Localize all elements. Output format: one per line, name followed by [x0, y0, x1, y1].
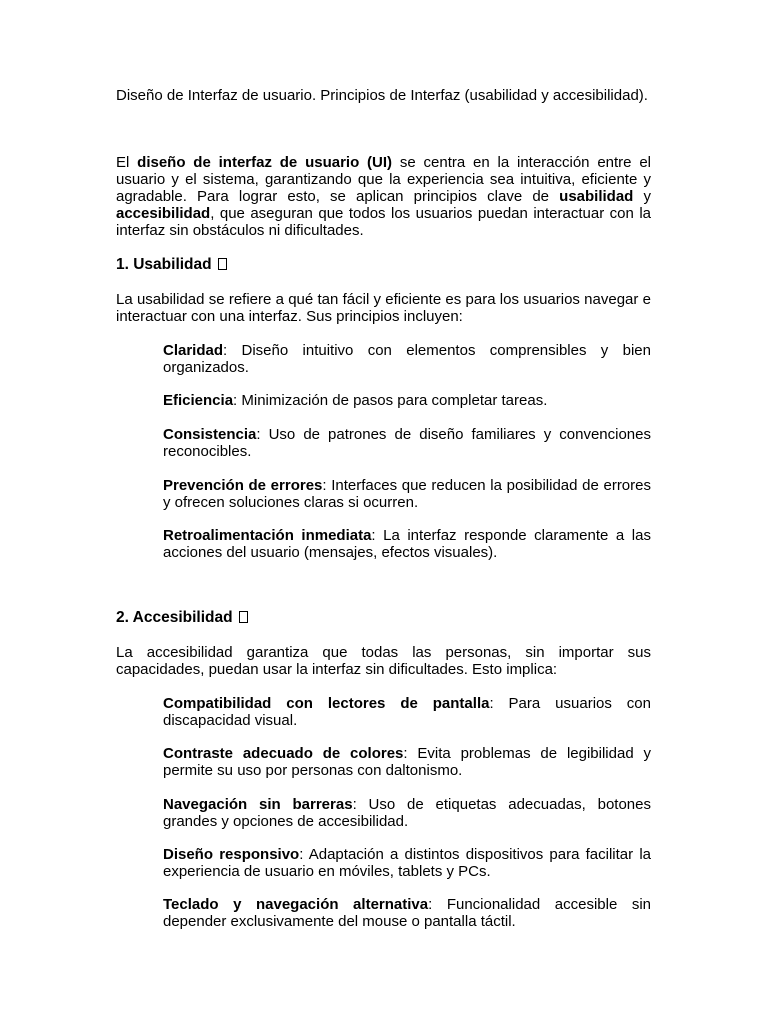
missing-glyph-icon [218, 258, 227, 270]
item-desc: : Adaptación a distintos dispositivos para facilitar la experiencia de usuario en móviles, tablets y PCs. [163, 846, 651, 880]
list-item [163, 342, 651, 376]
intro-text-2: se centra en la interacción entre el usuario y el sistema, garantizando que la experiencia sea intuitiva, eficiente y agradable. Para lograr esto, se aplican principios clave de [116, 154, 652, 205]
item-term: Consistencia [163, 426, 257, 443]
intro-text-4: , que aseguran que todos los usuarios puedan interactuar con la interfaz sin obstáculos ni dificultades. [116, 205, 651, 239]
list-item [163, 745, 651, 779]
section-heading-text: 1. Usabilidad [116, 256, 212, 273]
item-desc: : Minimización de pasos para completar tareas. [233, 392, 548, 409]
item-desc: : Uso de patrones de diseño familiares y convenciones reconocibles. [163, 426, 651, 460]
item-desc: : Para usuarios con discapacidad visual. [163, 695, 651, 729]
list-item [163, 426, 651, 460]
item-term: Teclado y navegación alternativa [163, 896, 429, 913]
intro-paragraph [116, 154, 651, 239]
section-heading-accesibilidad [116, 609, 651, 627]
item-desc: : Evita problemas de legibilidad y permite su uso por personas con daltonismo. [163, 745, 651, 779]
list-item [163, 846, 651, 880]
intro-text-1: El [116, 154, 138, 171]
document-title: Diseño de Interfaz de usuario. Principios de Interfaz (usabilidad y accesibilidad). [116, 87, 648, 104]
list-item [163, 796, 651, 830]
intro-bold-accesibilidad: accesibilidad [116, 205, 211, 222]
item-term: Diseño responsivo [163, 846, 300, 863]
intro-bold-usabilidad: usabilidad [559, 188, 634, 205]
item-desc: : Uso de etiquetas adecuadas, botones grandes y opciones de accesibilidad. [163, 796, 651, 830]
intro-text-3: y [633, 188, 651, 205]
intro-bold-ui: diseño de interfaz de usuario (UI) [137, 154, 393, 171]
section-intro-usabilidad: La usabilidad se refiere a qué tan fácil y eficiente es para los usuarios navegar e interactuar con una interfaz. Sus principios incluyen: [116, 291, 651, 325]
missing-glyph-icon [239, 611, 248, 623]
item-desc: : Interfaces que reducen la posibilidad de errores y ofrecen soluciones claras si ocurren. [163, 477, 651, 511]
item-term: Compatibilidad con lectores de pantalla [163, 695, 490, 712]
item-term: Prevención de errores [163, 477, 323, 494]
item-term: Claridad [163, 342, 224, 359]
list-item [163, 392, 651, 409]
item-term: Eficiencia [163, 392, 234, 409]
item-desc: : La interfaz responde claramente a las acciones del usuario (mensajes, efectos visuales). [163, 527, 651, 561]
list-item [163, 527, 651, 561]
list-item [163, 896, 651, 930]
list-item [163, 477, 651, 511]
section-heading-text: 2. Accesibilidad [116, 609, 233, 626]
list-item [163, 695, 651, 729]
item-desc: : Funcionalidad accesible sin depender exclusivamente del mouse o pantalla táctil. [163, 896, 652, 930]
item-term: Contraste adecuado de colores [163, 745, 404, 762]
item-term: Retroalimentación inmediata [163, 527, 372, 544]
section-intro-accesibilidad: La accesibilidad garantiza que todas las personas, sin importar sus capacidades, puedan usar la interfaz sin dificultades. Esto implica: [116, 644, 651, 678]
section-heading-usabilidad [116, 256, 651, 274]
item-desc: : Diseño intuitivo con elementos comprensibles y bien organizados. [163, 342, 651, 376]
item-term: Navegación sin barreras [163, 796, 353, 813]
